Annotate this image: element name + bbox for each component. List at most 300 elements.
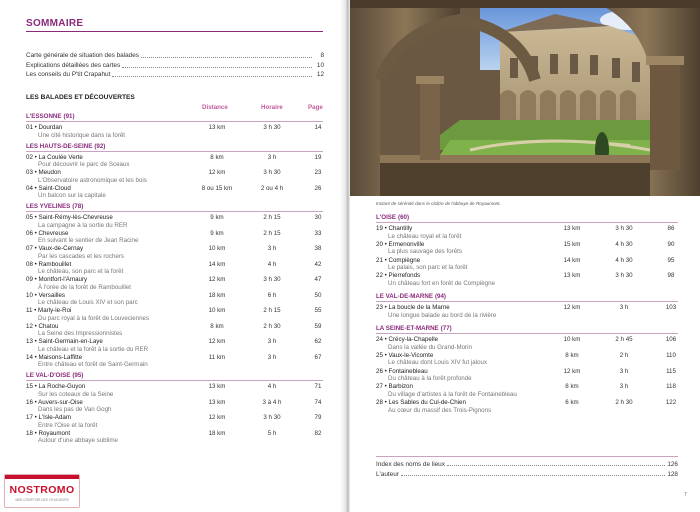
- toc-entry[interactable]: [26, 124, 125, 139]
- entry-distance: 12 km: [208, 338, 226, 345]
- region-heading: [26, 372, 83, 379]
- entry-time: 4 h 30: [615, 240, 633, 248]
- intro-label: Carte générale de situation des balades: [26, 52, 139, 59]
- toc-entry[interactable]: [26, 276, 131, 291]
- toc-entry[interactable]: [26, 214, 127, 229]
- entry-time: 3 h: [267, 338, 277, 345]
- entry-number: 12: [26, 322, 33, 330]
- entry-distance: 10 km: [563, 336, 581, 343]
- entry-description: Un château fort en forêt de Compiègne: [388, 279, 495, 287]
- entry-name: L'Isle-Adam: [38, 414, 71, 421]
- entry-description: La plus sauvage des forêts: [388, 248, 462, 256]
- entry-separator: •: [32, 383, 39, 390]
- entry-description: Dans les pas de Van Gogh: [38, 406, 112, 414]
- entry-name: Maisons-Laffitte: [38, 353, 83, 361]
- toc-entry[interactable]: [26, 261, 123, 276]
- toc-entry[interactable]: [26, 169, 147, 184]
- toc-entry[interactable]: [26, 338, 148, 353]
- entry-page: 23: [314, 169, 322, 176]
- entry-title-line: [26, 230, 138, 238]
- entry-time: 5 h: [267, 429, 277, 437]
- entry-distance: 6 km: [565, 399, 579, 407]
- entry-number: 21: [376, 256, 383, 264]
- entry-time: 3 h: [267, 353, 277, 361]
- entry-description: Le château royal et la forêt: [388, 232, 462, 240]
- toc-entry[interactable]: [26, 399, 112, 414]
- entry-page: 115: [666, 367, 676, 375]
- entry-description: Le château dont Louis XIV fut jaloux: [388, 359, 488, 367]
- region-heading: [376, 293, 446, 300]
- toc-entry[interactable]: [26, 354, 148, 369]
- entry-number: 03: [26, 169, 33, 176]
- entry-time: 3 h: [267, 153, 277, 161]
- entry-page: 110: [666, 351, 676, 359]
- entry-description: Un balcon sur la capitale: [38, 192, 106, 200]
- entry-page: 98: [667, 272, 675, 280]
- entry-separator: •: [382, 351, 389, 359]
- entry-time: 2 ou 4 h: [260, 184, 284, 192]
- entry-description: Entre château et forêt de Saint-Germain: [38, 361, 148, 369]
- region-code: (91): [63, 113, 75, 120]
- toc-entry[interactable]: [376, 399, 491, 414]
- entry-page: 95: [667, 256, 675, 264]
- entry-description: Pour découvrir le parc de Sceaux: [38, 161, 130, 169]
- region-heading: [26, 143, 105, 150]
- entry-separator: •: [32, 398, 39, 406]
- entry-title-line: [26, 307, 149, 315]
- entry-number: 04: [26, 184, 33, 192]
- entry-time: 2 h 15: [263, 214, 281, 221]
- entry-number: 13: [26, 338, 33, 345]
- entry-time: 3 h 30: [263, 414, 281, 421]
- entry-title-line: [26, 214, 127, 222]
- region-rule: [26, 380, 323, 381]
- entry-time: 3 h 30: [615, 272, 633, 280]
- cloister-illustration: [350, 0, 700, 196]
- entry-title-line: [26, 154, 130, 162]
- region-code: (78): [72, 203, 84, 210]
- entry-description: L'Observatoire astronomique et les bois: [38, 176, 147, 184]
- region-rule: [26, 211, 323, 212]
- entry-distance: 13 km: [208, 124, 226, 131]
- entry-name: Barbizon: [388, 383, 413, 391]
- toc-entry[interactable]: [26, 307, 149, 322]
- entry-title-line: [26, 245, 124, 253]
- column-head-horaire: Horaire: [261, 104, 283, 111]
- entry-title-line: [26, 124, 125, 132]
- section-title: LES BALADES ET DÉCOUVERTES: [26, 94, 135, 101]
- entry-time: 2 h 45: [615, 336, 633, 343]
- entry-name: Chevreuse: [38, 229, 69, 237]
- entry-name: Auvers-sur-Oise: [38, 398, 83, 406]
- dot-leader: [122, 61, 312, 68]
- entry-distance: 8 km: [565, 351, 579, 359]
- entry-time: 3 h: [267, 245, 277, 252]
- entry-page: 30: [314, 214, 322, 221]
- entry-page: 38: [314, 245, 322, 252]
- entry-title-line: [376, 304, 496, 312]
- entry-title-line: [26, 261, 123, 269]
- entry-separator: •: [382, 367, 389, 375]
- entry-distance: 10 km: [208, 307, 226, 314]
- entry-description: Entre l'Oise et la forêt: [38, 421, 98, 429]
- entry-name: Fontainebleau: [388, 367, 428, 375]
- region-name: L'ESSONNE: [26, 113, 62, 120]
- entry-name: Chantilly: [388, 225, 413, 232]
- toc-entry[interactable]: [26, 154, 130, 169]
- entry-name: Royaumont: [38, 429, 71, 437]
- entry-separator: •: [382, 256, 389, 264]
- entry-page: 33: [314, 229, 322, 237]
- entry-title-line: [26, 414, 97, 422]
- region-name: LES YVELINES: [26, 203, 71, 210]
- entry-separator: •: [382, 399, 389, 407]
- entry-number: 02: [26, 153, 33, 161]
- entry-name: Saint-Rémy-lès-Chevreuse: [38, 214, 113, 221]
- entry-separator: •: [32, 291, 39, 299]
- region-heading: [26, 203, 83, 210]
- region-name: L'OISE: [376, 214, 397, 221]
- entry-title-line: [26, 185, 106, 193]
- region-heading: [376, 214, 409, 221]
- entry-page: 19: [314, 153, 322, 161]
- entry-number: 25: [376, 351, 383, 359]
- entry-separator: •: [32, 245, 39, 252]
- entry-description: Sur les coteaux de la Seine: [38, 390, 114, 398]
- entry-number: 23: [376, 304, 383, 312]
- entry-time: 6 h: [267, 291, 277, 299]
- entry-title-line: [376, 241, 462, 249]
- entry-distance: 8 km: [210, 322, 224, 330]
- entry-distance: 12 km: [208, 169, 226, 176]
- entry-page: 62: [314, 338, 322, 345]
- entry-description: Une longue balade au bord de la rivière: [388, 311, 497, 319]
- entry-description: En suivant le sentier de Jean Racine: [38, 237, 139, 245]
- entry-distance: 8 ou 15 km: [201, 184, 233, 192]
- photo-caption: Instant de sérénité dans le cloître de l'abbaye de Royaumont.: [376, 201, 501, 206]
- entry-time: 4 h 30: [615, 256, 633, 264]
- entry-separator: •: [382, 304, 389, 312]
- region-rule: [376, 333, 678, 334]
- region-code: (60): [398, 214, 410, 221]
- entry-time: 4 h: [267, 260, 277, 268]
- entry-number: 11: [26, 307, 33, 314]
- entry-distance: 8 km: [565, 383, 579, 391]
- entry-name: Meudon: [38, 169, 61, 176]
- entry-time: 3 à 4 h: [262, 398, 282, 406]
- index-row: [376, 461, 678, 468]
- entry-title-line: [376, 336, 472, 344]
- toc-entry[interactable]: [26, 414, 97, 429]
- region-rule: [376, 222, 678, 223]
- entry-time: 3 h: [619, 367, 629, 375]
- intro-page: 8: [320, 52, 324, 59]
- entry-time: 2 h 15: [263, 229, 281, 237]
- entry-title-line: [26, 276, 131, 284]
- entry-title-line: [376, 368, 472, 376]
- entry-distance: 9 km: [210, 229, 224, 237]
- entry-title-line: [26, 399, 112, 407]
- entry-page: 14: [314, 124, 322, 131]
- index-rule: [376, 456, 678, 457]
- entry-time: 3 h 30: [263, 169, 281, 176]
- entry-separator: •: [32, 414, 39, 421]
- entry-page: 55: [314, 307, 322, 314]
- entry-name: La Coulée Verte: [38, 153, 83, 161]
- entry-separator: •: [382, 240, 389, 248]
- right-page: [350, 0, 700, 512]
- entry-description: Le château, son parc et la forêt: [38, 268, 124, 276]
- entry-title-line: [26, 323, 122, 331]
- entry-title-line: [376, 272, 495, 280]
- entry-number: 27: [376, 383, 383, 391]
- entry-time: 4 h: [267, 383, 277, 390]
- toc-entry[interactable]: [26, 323, 122, 338]
- entry-number: 18: [26, 429, 33, 437]
- region-code: (94): [434, 293, 446, 301]
- entry-description: Du parc royal à la forêt de Louveciennes: [38, 314, 150, 322]
- entry-page: 67: [314, 353, 322, 361]
- entry-distance: 15 km: [563, 240, 581, 248]
- entry-description: Par les cascades et les rochers: [38, 252, 124, 260]
- entry-name: Vaux-le-Vicomte: [388, 351, 434, 359]
- entry-separator: •: [32, 353, 39, 361]
- dot-leader: [401, 471, 665, 476]
- intro-list: [26, 51, 324, 80]
- entry-time: 2 h 30: [615, 399, 633, 407]
- entry-separator: •: [382, 336, 389, 343]
- entry-title-line: [376, 352, 487, 360]
- entry-page: 122: [665, 399, 677, 407]
- entry-description: Le palais, son parc et la forêt: [388, 264, 468, 272]
- nostromo-logo: [4, 474, 80, 508]
- entry-time: 3 h: [619, 383, 629, 391]
- entry-name: Les Sables du Cul-de-Chien: [388, 399, 466, 407]
- entry-number: 08: [26, 260, 33, 268]
- entry-name: Ermenonville: [388, 240, 425, 248]
- entry-name: La Roche-Guyon: [38, 383, 86, 390]
- entry-number: 10: [26, 291, 33, 299]
- entry-separator: •: [382, 272, 389, 280]
- entry-distance: 14 km: [208, 260, 226, 268]
- entry-description: Au cœur du massif des Trois-Pignons: [388, 406, 492, 414]
- entry-number: 09: [26, 276, 33, 283]
- intro-label: Les conseils du P'tit Crapahut: [26, 71, 111, 78]
- entry-number: 05: [26, 214, 33, 221]
- entry-time: 3 h: [619, 304, 629, 312]
- intro-page: 12: [316, 71, 324, 78]
- index-label: Index des noms de lieux: [376, 461, 445, 468]
- entry-name: Dourdan: [38, 124, 63, 131]
- entry-number: 26: [376, 367, 383, 375]
- entry-description: Une cité historique dans la forêt: [38, 131, 126, 139]
- entry-description: La campagne à la sortie du RER: [38, 221, 128, 229]
- entry-name: Chatou: [38, 322, 59, 330]
- entry-name: Compiègne: [388, 256, 421, 264]
- toc-entry[interactable]: [26, 185, 106, 200]
- intro-page: 10: [316, 61, 324, 69]
- entry-page: 74: [314, 398, 322, 406]
- entry-title-line: [26, 383, 113, 391]
- column-head-page: Page: [308, 104, 323, 111]
- entry-separator: •: [32, 169, 39, 176]
- entry-name: Montfort-l'Amaury: [38, 276, 88, 283]
- entry-time: 3 h 30: [263, 276, 281, 283]
- entry-distance: 10 km: [208, 245, 226, 252]
- entry-page: 86: [667, 225, 675, 232]
- entry-number: 01: [26, 124, 33, 131]
- entry-description: Le château et la forêt à la sortie du RER: [38, 345, 149, 353]
- entry-page: 26: [314, 184, 322, 192]
- entry-title-line: [376, 225, 461, 233]
- region-heading: [376, 325, 452, 332]
- toc-entry[interactable]: [376, 304, 496, 319]
- entry-distance: 14 km: [563, 256, 581, 264]
- entry-number: 06: [26, 229, 33, 237]
- entry-time: 2 h 30: [263, 322, 281, 330]
- region-code: (77): [440, 325, 452, 332]
- logo-tagline: WEB COMPTOIR DES VOYAGEURS: [15, 498, 69, 502]
- toc-entry[interactable]: [376, 368, 472, 383]
- entry-distance: 9 km: [210, 214, 224, 221]
- entry-description: Du château à la forêt profonde: [388, 375, 472, 383]
- entry-description: Autour d'une abbaye sublime: [38, 437, 118, 445]
- toc-entry[interactable]: [376, 241, 462, 256]
- entry-name: Pierrefonds: [388, 272, 421, 280]
- entry-number: 28: [376, 399, 383, 407]
- entry-description: Le château de Louis XIV et son parc: [38, 299, 138, 307]
- entry-page: 59: [314, 322, 322, 330]
- entry-number: 20: [376, 240, 383, 248]
- entry-separator: •: [32, 338, 39, 345]
- page-number: 7: [684, 492, 687, 498]
- entry-name: Versailles: [38, 291, 65, 299]
- entry-separator: •: [32, 322, 39, 330]
- entry-title-line: [376, 383, 517, 391]
- entry-time: 3 h 30: [615, 225, 633, 232]
- intro-row: [26, 51, 324, 61]
- entry-distance: 13 km: [563, 225, 581, 232]
- title-rule: [26, 31, 323, 32]
- intro-row: [26, 61, 324, 71]
- region-name: LE VAL-D'OISE: [26, 372, 71, 379]
- entry-distance: 12 km: [208, 276, 226, 283]
- entry-number: 07: [26, 245, 33, 252]
- toc-entry[interactable]: [376, 272, 495, 287]
- index-label: L'auteur: [376, 471, 399, 478]
- entry-number: 15: [26, 383, 33, 390]
- toc-entry[interactable]: [26, 245, 124, 260]
- logo-text: NOSTROMO: [9, 484, 75, 496]
- entry-distance: 12 km: [563, 304, 581, 312]
- entry-title-line: [26, 292, 138, 300]
- entry-description: Dans la vallée du Grand-Morin: [388, 343, 472, 351]
- entry-separator: •: [32, 260, 39, 268]
- entry-distance: 18 km: [208, 429, 226, 437]
- entry-title-line: [376, 257, 467, 265]
- entry-page: 106: [665, 336, 677, 343]
- entry-separator: •: [32, 307, 39, 314]
- entry-page: 118: [666, 383, 676, 391]
- entry-distance: 12 km: [208, 414, 226, 421]
- page-title: SOMMAIRE: [26, 18, 84, 29]
- entry-page: 90: [667, 240, 675, 248]
- toc-entry[interactable]: [376, 336, 472, 351]
- entry-distance: 18 km: [208, 291, 226, 299]
- entry-distance: 12 km: [563, 367, 581, 375]
- entry-separator: •: [32, 276, 39, 283]
- index-page: 126: [667, 461, 678, 468]
- entry-distance: 8 km: [210, 153, 224, 161]
- entry-page: 103: [665, 304, 677, 312]
- entry-page: 50: [314, 291, 322, 299]
- toc-entry[interactable]: [26, 230, 138, 245]
- entry-number: 24: [376, 336, 383, 343]
- entry-separator: •: [32, 184, 39, 192]
- region-rule: [26, 121, 323, 122]
- entry-time: 3 h 30: [263, 124, 281, 131]
- entry-number: 14: [26, 353, 33, 361]
- entry-distance: 13 km: [208, 383, 226, 390]
- entry-name: Crécy-la-Chapelle: [388, 336, 439, 343]
- region-rule: [376, 301, 678, 302]
- entry-description: La Seine des Impressionnistes: [38, 330, 123, 338]
- entry-name: Rambouillet: [38, 260, 72, 268]
- entry-title-line: [376, 399, 491, 407]
- region-name: LE VAL-DE-MARNE: [376, 293, 433, 301]
- entry-number: 17: [26, 414, 33, 421]
- region-code: (95): [72, 372, 84, 379]
- column-head-distance: Distance: [202, 104, 228, 111]
- entry-page: 82: [314, 429, 322, 437]
- toc-entry[interactable]: [26, 383, 113, 398]
- entry-distance: 11 km: [208, 353, 226, 361]
- toc-entry[interactable]: [26, 292, 138, 307]
- entry-separator: •: [32, 229, 39, 237]
- entry-separator: •: [32, 153, 39, 161]
- region-name: LES HAUTS-DE-SEINE: [26, 142, 93, 150]
- index-row: [376, 471, 678, 478]
- entry-title-line: [26, 169, 147, 177]
- entry-number: 19: [376, 225, 383, 232]
- toc-entry[interactable]: [376, 257, 467, 272]
- toc-entry[interactable]: [26, 430, 118, 445]
- toc-entry[interactable]: [376, 225, 461, 240]
- entry-separator: •: [382, 383, 389, 391]
- toc-entry[interactable]: [376, 352, 487, 367]
- region-name: LA SEINE-ET-MARNE: [376, 325, 439, 332]
- intro-label: Explications détaillées des cartes: [26, 61, 121, 69]
- entry-time: 2 h: [619, 351, 629, 359]
- entry-page: 47: [314, 276, 322, 283]
- entry-title-line: [26, 338, 148, 346]
- entry-number: 22: [376, 272, 383, 280]
- entry-distance: 13 km: [563, 272, 581, 280]
- entry-description: Du village d'artistes à la forêt de Fontainebleau: [388, 390, 517, 398]
- intro-row: [26, 70, 324, 80]
- entry-name: Marly-le-Roi: [38, 307, 72, 314]
- left-page: [0, 0, 346, 512]
- logo-bar: [5, 475, 79, 479]
- entry-page: 42: [314, 260, 322, 268]
- dot-leader: [447, 461, 665, 466]
- entry-description: À l'orée de la forêt de Rambouillet: [38, 283, 132, 291]
- entry-number: 16: [26, 398, 33, 406]
- entry-distance: 13 km: [208, 398, 226, 406]
- dot-leader: [141, 51, 312, 58]
- toc-entry[interactable]: [376, 383, 517, 398]
- entry-name: Saint-Cloud: [38, 184, 71, 192]
